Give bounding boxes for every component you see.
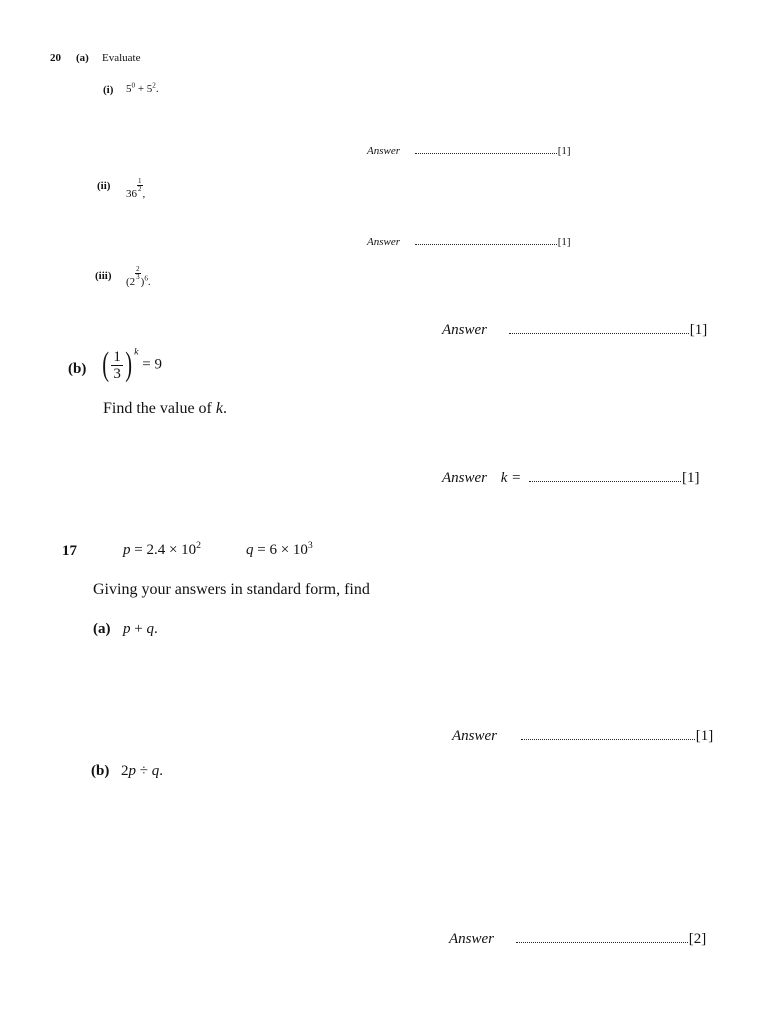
- q17-part-a-label: (a): [93, 621, 111, 637]
- plus-sign: +: [135, 83, 147, 95]
- q-value: = 6 × 10: [253, 542, 308, 558]
- q20-sub-ii-label: (ii): [97, 180, 111, 192]
- answer-label: Answer: [442, 470, 487, 486]
- prompt-variable: k: [215, 400, 223, 417]
- base: 36: [126, 188, 137, 200]
- answer-label: Answer: [367, 145, 400, 157]
- q17-instruction: Giving your answers in standard form, find: [93, 581, 370, 598]
- fraction: [111, 349, 123, 382]
- mark-allocation: [1]: [682, 470, 700, 486]
- exponent: 0: [131, 81, 136, 90]
- coefficient: 2: [121, 763, 129, 779]
- answer-label: Answer: [442, 322, 487, 338]
- q20-sub-ii-expression: [126, 178, 145, 200]
- q17-number: 17: [62, 543, 77, 559]
- variable-q: q: [246, 542, 254, 558]
- open-paren-base: (2: [126, 276, 136, 288]
- answer-dotted-line[interactable]: [415, 152, 557, 154]
- base: 5: [126, 83, 132, 95]
- q17-q-definition: [246, 542, 313, 559]
- p-value: = 2.4 × 10: [130, 542, 197, 558]
- q17-a-answer-line[interactable]: [452, 728, 713, 745]
- answer-dotted-line[interactable]: [521, 738, 695, 740]
- answer-dotted-line[interactable]: [529, 480, 681, 482]
- period: .: [147, 276, 151, 288]
- variable-q: q: [146, 621, 154, 637]
- q20-i-answer-line[interactable]: [367, 145, 571, 157]
- answer-label: Answer: [452, 728, 497, 744]
- q-exponent: 3: [307, 540, 313, 551]
- prompt-end: .: [222, 400, 227, 417]
- mark-allocation: [2]: [688, 931, 707, 947]
- q20-b-answer-line[interactable]: [442, 470, 700, 487]
- period: .: [155, 83, 159, 95]
- numerator: 1: [113, 348, 121, 365]
- p-exponent: 2: [196, 540, 202, 551]
- answer-label: Answer: [367, 236, 400, 248]
- close-paren: ): [140, 276, 145, 288]
- variable-p: p: [123, 621, 131, 637]
- q17-p-definition: [123, 542, 201, 559]
- q17-b-answer-line[interactable]: [449, 931, 706, 948]
- answer-dotted-line[interactable]: [509, 332, 689, 334]
- variable-p: p: [128, 763, 136, 779]
- mark-allocation: [1]: [557, 145, 571, 157]
- plus-sign: +: [130, 621, 147, 637]
- q20-part-b-equation: [100, 348, 162, 382]
- left-paren: (: [102, 346, 110, 383]
- mark-allocation: [1]: [689, 322, 708, 338]
- k-equals-label: k =: [500, 470, 522, 486]
- q17-part-a-expression: [123, 621, 158, 638]
- divide-sign: ÷: [136, 763, 152, 779]
- period: .: [159, 763, 163, 779]
- numerator: 1: [138, 177, 142, 185]
- denominator: 3: [136, 273, 140, 281]
- exponent-k: k: [134, 346, 139, 358]
- base: 5: [146, 83, 153, 95]
- exponent: 2: [152, 81, 156, 90]
- outer-exponent: 6: [144, 274, 148, 283]
- q17-part-b-expression: [121, 763, 163, 780]
- q20-part-b-label: (b): [68, 361, 87, 377]
- q20-part-a-instruction: Evaluate: [102, 52, 141, 64]
- q20-sub-iii-expression: [126, 266, 151, 288]
- q20-sub-iii-label: (iii): [95, 270, 112, 282]
- q20-part-b-prompt: [103, 400, 227, 418]
- denominator: 3: [113, 365, 121, 382]
- numerator: 2: [136, 265, 140, 273]
- mark-allocation: [1]: [557, 236, 571, 248]
- q20-number: 20: [50, 52, 61, 64]
- answer-dotted-line[interactable]: [516, 941, 688, 943]
- denominator: 2: [138, 185, 142, 193]
- right-paren: ): [125, 346, 132, 383]
- comma: ,: [142, 188, 146, 200]
- variable-p: p: [123, 542, 131, 558]
- answer-dotted-line[interactable]: [415, 243, 557, 245]
- q20-sub-i-label: (i): [103, 84, 114, 96]
- q17-part-b-label: (b): [91, 763, 110, 779]
- q20-ii-answer-line[interactable]: [367, 236, 571, 248]
- q20-sub-i-expression: [126, 83, 159, 95]
- period: .: [153, 621, 158, 637]
- variable-q: q: [151, 763, 160, 779]
- equals-nine: = 9: [138, 356, 162, 373]
- mark-allocation: [1]: [695, 728, 714, 744]
- q20-iii-answer-line[interactable]: [442, 322, 707, 339]
- q20-part-a-label: (a): [76, 52, 89, 64]
- answer-label: Answer: [449, 931, 494, 947]
- prompt-text: Find the value of: [103, 400, 216, 417]
